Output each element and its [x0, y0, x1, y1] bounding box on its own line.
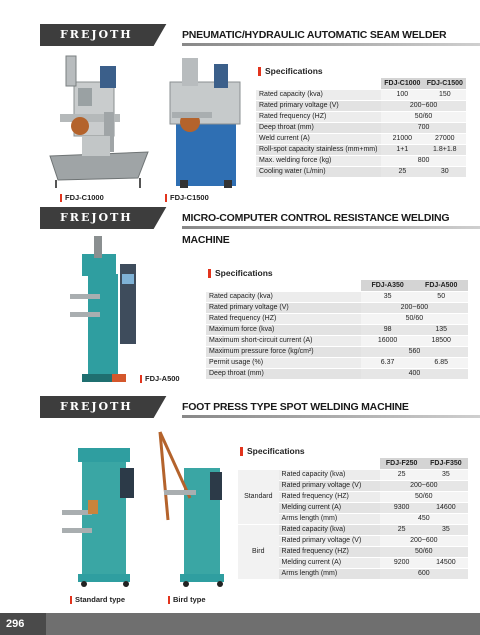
section1-spec-table [256, 78, 466, 178]
table-cell: 200~600 [380, 480, 468, 491]
table-cell: 6.37 [361, 357, 415, 368]
caption-bird-type: Bird type [168, 595, 206, 604]
brand-logo: FREJOTH [40, 207, 170, 229]
section3-banner [40, 396, 480, 418]
seam-welder-c1500-image [160, 52, 250, 192]
table-cell: 30 [424, 166, 466, 177]
table-cell: 14500 [424, 557, 468, 568]
page-number: 296 [6, 618, 25, 630]
row-label: Rated frequency (HZ) [206, 313, 361, 324]
section2-title: MICRO-COMPUTER CONTROL RESISTANCE WELDING MACHINE [182, 212, 450, 246]
table-header-row [206, 280, 468, 291]
caption-standard-type: Standard type [70, 595, 125, 604]
table-cell: 25 [380, 524, 424, 535]
table-cell: 50/60 [380, 546, 468, 557]
row-label: Rated primary voltage (V) [279, 535, 380, 546]
row-label: Permit usage (%) [206, 357, 361, 368]
caption-a500: FDJ-A500 [140, 374, 180, 383]
column-header: FDJ-F350 [424, 458, 468, 469]
section1-banner [40, 24, 480, 46]
table-cell: 27000 [424, 133, 466, 144]
seam-welder-c1000-image [40, 52, 156, 192]
column-header: FDJ-C1000 [381, 78, 423, 89]
row-label: Rated capacity (kva) [256, 89, 381, 100]
column-header: FDJ-F250 [380, 458, 424, 469]
table-cell: 700 [381, 122, 466, 133]
column-header: FDJ-C1500 [424, 78, 466, 89]
table-row [256, 111, 466, 122]
section2-spec-heading: Specifications [208, 268, 273, 278]
table-cell: 100 [381, 89, 423, 100]
column-header: FDJ-A350 [361, 280, 415, 291]
row-label: Max. welding force (kg) [256, 155, 381, 166]
table-cell: 50/60 [380, 491, 468, 502]
table-row [256, 89, 466, 100]
table-row [206, 302, 468, 313]
table-cell: 21000 [381, 133, 423, 144]
group-label: Bird [238, 524, 279, 579]
table-cell: 18500 [414, 335, 468, 346]
table-cell: 14600 [424, 502, 468, 513]
row-label: Weld current (A) [256, 133, 381, 144]
table-cell: 600 [380, 568, 468, 579]
caption-c1500: FDJ-C1500 [165, 193, 209, 202]
table-cell: 560 [361, 346, 468, 357]
table-header-blank [238, 458, 380, 469]
page-footer [0, 613, 480, 635]
table-cell: 35 [424, 469, 468, 480]
table-header-blank [206, 280, 361, 291]
row-label: Arms length (mm) [279, 568, 380, 579]
section2-banner [40, 207, 480, 246]
table-cell: 50/60 [381, 111, 466, 122]
section1-spec-heading: Specifications [258, 66, 323, 76]
group-label: Standard [238, 469, 279, 524]
row-label: Maximum short-circuit current (A) [206, 335, 361, 346]
row-label: Deep throat (mm) [206, 368, 361, 379]
table-cell: 50 [414, 291, 468, 302]
row-label: Rated primary voltage (V) [256, 100, 381, 111]
section1-title: PNEUMATIC/HYDRAULIC AUTOMATIC SEAM WELDER [182, 29, 447, 41]
section2-spec-table [206, 280, 468, 380]
row-label: Cooling water (L/min) [256, 166, 381, 177]
table-row [256, 166, 466, 177]
row-label: Rated primary voltage (V) [279, 480, 380, 491]
table-row [206, 346, 468, 357]
table-row [256, 133, 466, 144]
table-header-blank [256, 78, 381, 89]
row-label: Rated frequency (HZ) [256, 111, 381, 122]
table-cell: 150 [424, 89, 466, 100]
table-cell: 25 [380, 469, 424, 480]
table-cell: 9200 [380, 557, 424, 568]
table-cell: 800 [381, 155, 466, 166]
table-row [206, 368, 468, 379]
table-cell: 200~600 [381, 100, 466, 111]
table-row [206, 313, 468, 324]
table-cell: 1.8+1.8 [424, 144, 466, 155]
resistance-welder-a500-image [60, 234, 150, 384]
table-cell: 6.85 [414, 357, 468, 368]
row-label: Rated primary voltage (V) [206, 302, 361, 313]
table-row [206, 357, 468, 368]
spot-welder-standard-image [58, 428, 144, 588]
table-row [256, 122, 466, 133]
table-cell: 9300 [380, 502, 424, 513]
table-row [206, 335, 468, 346]
table-header-row [256, 78, 466, 89]
table-cell: 35 [424, 524, 468, 535]
row-label: Maximum force (kva) [206, 324, 361, 335]
row-label: Rated frequency (HZ) [279, 491, 380, 502]
row-label: Arms length (mm) [279, 513, 380, 524]
table-cell: 135 [414, 324, 468, 335]
table-row [256, 100, 466, 111]
table-row [238, 524, 468, 535]
row-label: Rated capacity (kva) [279, 469, 380, 480]
table-cell: 35 [361, 291, 415, 302]
row-label: Rated capacity (kva) [279, 524, 380, 535]
table-cell: 400 [361, 368, 468, 379]
caption-c1000: FDJ-C1000 [60, 193, 104, 202]
row-label: Rated capacity (kva) [206, 291, 361, 302]
row-label: Roll-spot capacity stainless (mm+mm) [256, 144, 381, 155]
table-cell: 25 [381, 166, 423, 177]
section3-spec-heading: Specifications [240, 446, 305, 456]
brand-logo: FREJOTH [40, 24, 170, 46]
table-cell: 200~600 [380, 535, 468, 546]
table-cell: 98 [361, 324, 415, 335]
table-cell: 16000 [361, 335, 415, 346]
spot-welder-bird-image [150, 428, 230, 588]
table-row [238, 469, 468, 480]
row-label: Deep throat (mm) [256, 122, 381, 133]
table-cell: 450 [380, 513, 468, 524]
table-row [206, 291, 468, 302]
table-row [256, 144, 466, 155]
row-label: Rated frequency (HZ) [279, 546, 380, 557]
table-row [256, 155, 466, 166]
table-cell: 1+1 [381, 144, 423, 155]
table-cell: 200~600 [361, 302, 468, 313]
table-header-row [238, 458, 468, 469]
section3-title: FOOT PRESS TYPE SPOT WELDING MACHINE [182, 401, 409, 413]
row-label: Melding current (A) [279, 502, 380, 513]
table-cell: 50/60 [361, 313, 468, 324]
section3-spec-table [238, 458, 468, 580]
column-header: FDJ-A500 [414, 280, 468, 291]
row-label: Melding current (A) [279, 557, 380, 568]
row-label: Maximum pressure force (kg/cm²) [206, 346, 361, 357]
brand-logo: FREJOTH [40, 396, 170, 418]
table-row [206, 324, 468, 335]
